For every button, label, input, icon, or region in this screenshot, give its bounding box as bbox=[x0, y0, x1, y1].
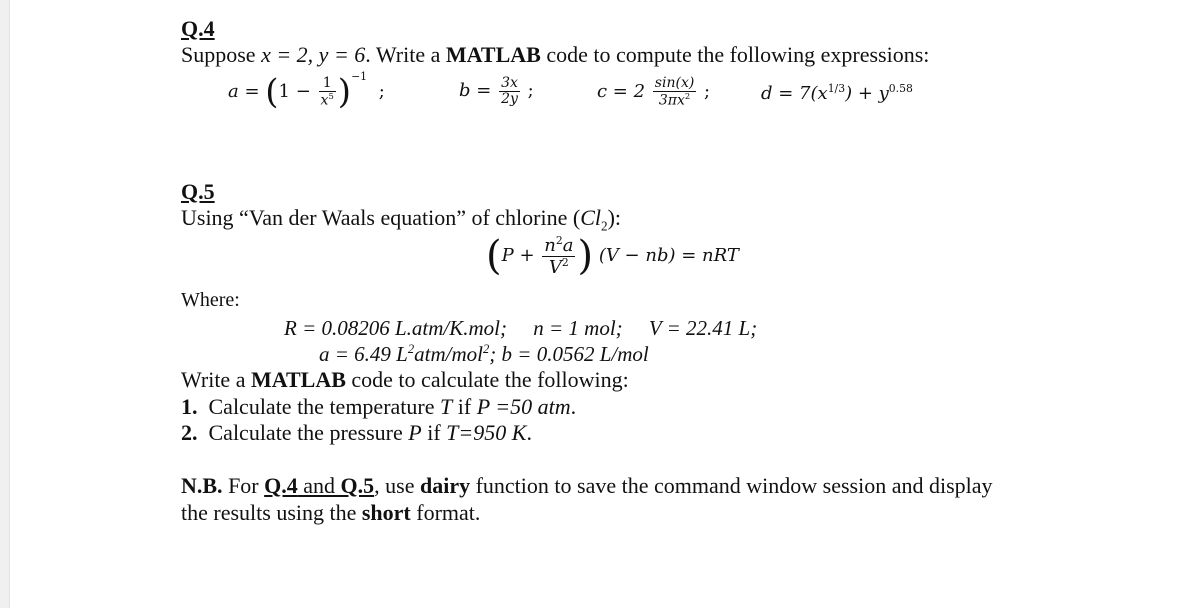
task-item-2: 2. Calculate the pressure P if T=950 K. bbox=[181, 420, 532, 445]
task-item-1: 1. Calculate the temperature T if P =50 atm. bbox=[181, 394, 577, 419]
q5-van-der-waals-equation: (P + $\frac{n^2a}{V^2}$ ) (V − nb) = nRT bbox=[486, 233, 739, 279]
q4-heading: Q.4 bbox=[181, 16, 215, 41]
q4-intro: Suppose x = 2, y = 6. Write a MATLAB code to compute the following expressions: bbox=[181, 42, 930, 67]
constants-line-1: R = 0.08206 L.atm/K.mol; n = 1 mol; V = 22.41 L; bbox=[284, 316, 758, 340]
where-label: Where: bbox=[181, 289, 240, 311]
constants-line-2: a = 6.49 $L^2atm/mol^2$; b = 0.0562 L/mol bbox=[319, 342, 649, 366]
q4-equation-d: $d = 7(x^{1/3}) + y^{0.58}$ bbox=[761, 82, 913, 104]
q5-task: Write a MATLAB code to calculate the following: bbox=[181, 367, 629, 392]
q4-equation-c: c = 2 $\frac{\sin(x)}{3\pi x^2}$ ; bbox=[597, 75, 711, 109]
q4-equation-b: b = $\frac{3x}{2y}$ ; bbox=[459, 75, 534, 107]
page-edge bbox=[0, 0, 10, 608]
q5-heading: Q.5 bbox=[181, 179, 215, 204]
q5-intro: Using “Van der Waals equation” of chlorine $(Cl_2)$: bbox=[181, 205, 622, 234]
note-line-1: N.B. For Q.4 and Q.5, use dairy function to save the command window session and display bbox=[181, 473, 993, 498]
q4-equation-a: a = (1 − $\frac{1}{x^5}$ )$^{-1}$ ; bbox=[228, 70, 385, 112]
note-line-2: the results using the short format. bbox=[181, 500, 481, 525]
